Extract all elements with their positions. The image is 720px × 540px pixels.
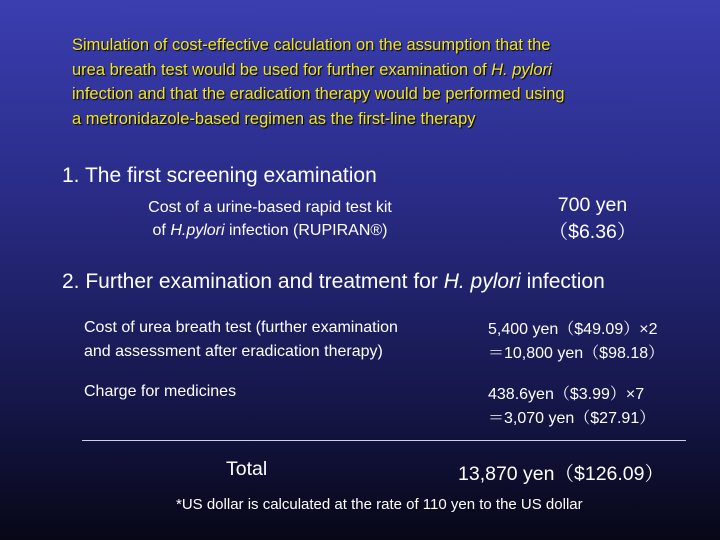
urea-breath-test-cost <box>488 318 664 366</box>
test-kit-price-yen: 700 yen <box>557 194 628 216</box>
medicine-cost-line-1: 438.6yen（$3.99）×7 <box>488 386 645 403</box>
test-kit-line-1: Cost of a urine-based rapid test kit <box>148 199 392 216</box>
test-kit-organism-name: H.pylori <box>170 222 225 239</box>
section-2-organism-name: H. pylori <box>443 270 521 293</box>
title-line-2-text: urea breath test would be used for further examination of <box>72 60 492 79</box>
urea-breath-test-line-2: and assessment after eradication therapy) <box>84 343 383 360</box>
exchange-rate-footnote: *US dollar is calculated at the rate of 110 yen to the US dollar <box>176 496 583 513</box>
urea-breath-test-line-1: Cost of urea breath test (further examination <box>84 319 398 336</box>
test-kit-line-2 <box>80 219 460 242</box>
section-2-heading-suffix: infection <box>520 270 605 293</box>
title-organism-name: H. pylori <box>491 60 552 79</box>
section-2-heading-prefix: 2. Further examination and treatment for <box>62 270 444 293</box>
medicine-charge-label: Charge for medicines <box>84 383 237 400</box>
total-divider <box>82 440 686 441</box>
title-line-1: Simulation of cost-effective calculation on the assumption that the <box>72 36 551 54</box>
test-kit-cost-label <box>80 196 460 242</box>
title-line-4: a metronidazole-based regimen as the first-line therapy <box>72 109 476 128</box>
urea-breath-test-cost-line-1: 5,400 yen（$49.09）×2 <box>488 321 658 338</box>
test-kit-line-2-prefix: of <box>152 222 171 239</box>
urea-breath-test-label <box>84 316 398 364</box>
title-line-2 <box>72 58 692 83</box>
test-kit-line-2-suffix: infection (RUPIRAN®) <box>224 222 388 239</box>
test-kit-price-usd: （$6.36） <box>548 221 637 243</box>
medicine-cost-line-2: ＝3,070 yen（$27.91） <box>488 410 656 427</box>
title-line-3: infection and that the eradication therapy would be performed using <box>72 85 565 103</box>
urea-breath-test-cost-line-2: ＝10,800 yen（$98.18） <box>488 345 665 362</box>
total-value: 13,870 yen（$126.09） <box>458 463 664 485</box>
section-1-heading: 1. The first screening examination <box>62 164 377 187</box>
test-kit-price <box>540 192 645 246</box>
medicine-charge-cost <box>488 383 655 431</box>
slide-title <box>72 33 692 131</box>
section-2-heading <box>62 270 605 294</box>
total-label: Total <box>226 458 268 480</box>
